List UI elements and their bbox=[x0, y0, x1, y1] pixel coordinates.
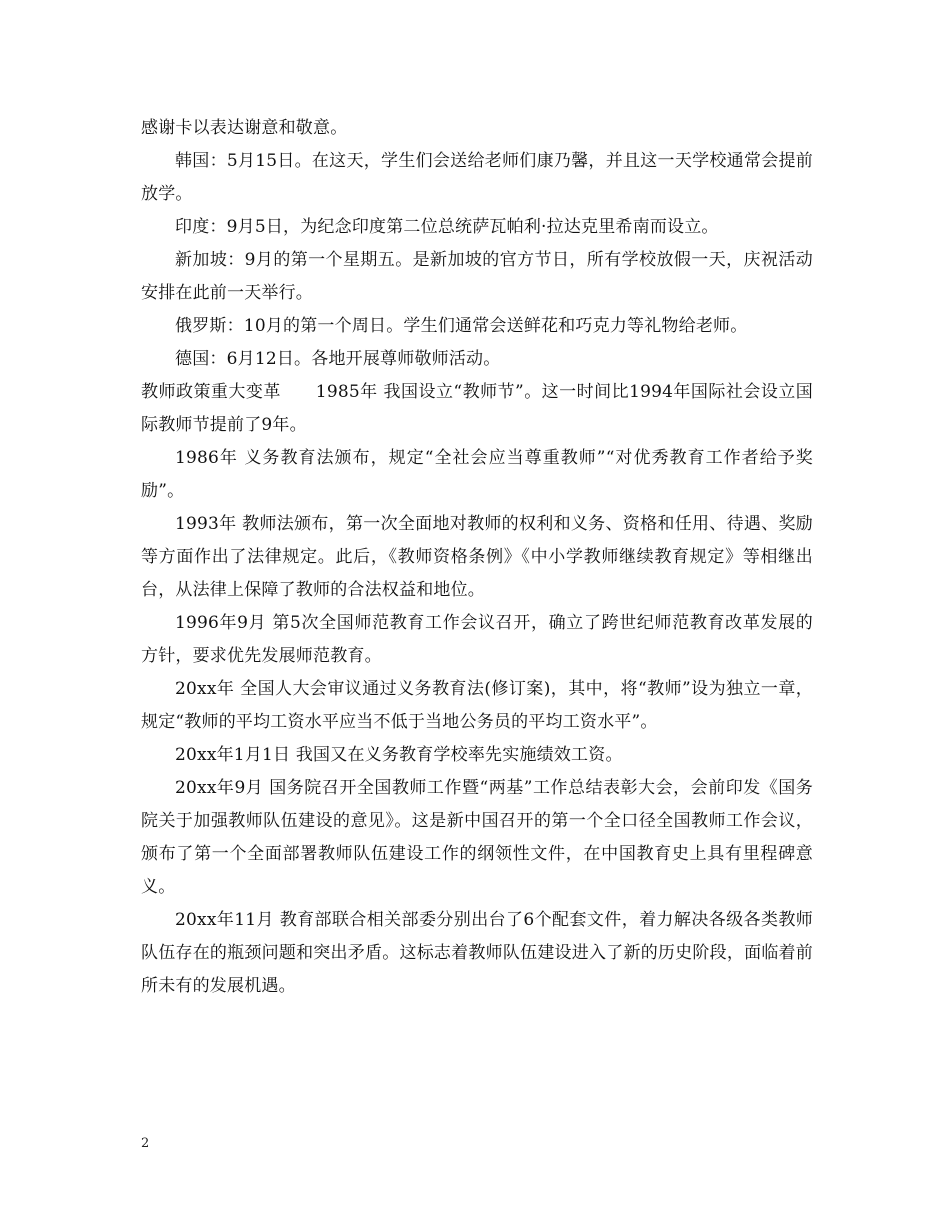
paragraph-13: 20xx年9月 国务院召开全国教师工作暨“两基”工作总结表彰大会，会前印发《国务院关于加强教师队伍建设的意见》。这是新中国召开的第一个全口径全国教师工作会议，颁布了第一个全面部署教师队伍建设工作的纲领性文件，在中国教育史上具有里程碑意义。 bbox=[141, 778, 813, 897]
paragraph-10: 1996年9月 第5次全国师范教育工作会议召开，确立了跨世纪师范教育改革发展的方针，要求优先发展师范教育。 bbox=[141, 613, 813, 666]
paragraph-11: 20xx年 全国人大会审议通过义务教育法(修订案)，其中，将“教师”设为独立一章，规定“教师的平均工资水平应当不低于当地公务员的平均工资水平”。 bbox=[141, 679, 813, 732]
paragraph-3: 印度：9月5日，为纪念印度第二位总统萨瓦帕利·拉达克里希南而设立。 bbox=[175, 217, 719, 237]
paragraph-8: 1986年 义务教育法颁布，规定“全社会应当尊重教师”“对优秀教育工作者给予奖励”。 bbox=[141, 448, 813, 501]
paragraph-7: 教师政策重大变革 1985年 我国设立“教师节”。这一时间比1994年国际社会设立国际教师节提前了9年。 bbox=[141, 382, 813, 435]
paragraph-1: 感谢卡以表达谢意和敬意。 bbox=[141, 118, 348, 138]
paragraph-12: 20xx年1月1日 我国又在义务教育学校率先实施绩效工资。 bbox=[175, 745, 623, 765]
paragraph-6: 德国：6月12日。各地开展尊师敬师活动。 bbox=[175, 349, 501, 369]
paragraph-14: 20xx年11月 教育部联合相关部委分别出台了6个配套文件，着力解决各级各类教师队伍存在的瓶颈问题和突出矛盾。这标志着教师队伍建设进入了新的历史阶段，面临着前所未有的发展机遇。 bbox=[141, 910, 813, 996]
paragraph-2: 韩国：5月15日。在这天，学生们会送给老师们康乃馨，并且这一天学校通常会提前放学。 bbox=[141, 151, 813, 204]
page-number: 2 bbox=[141, 1136, 150, 1151]
paragraph-5: 俄罗斯：10月的第一个周日。学生们通常会送鲜花和巧克力等礼物给老师。 bbox=[175, 316, 748, 336]
document-body bbox=[141, 112, 813, 1003]
paragraph-4: 新加坡：9月的第一个星期五。是新加坡的官方节日，所有学校放假一天，庆祝活动安排在此前一天举行。 bbox=[141, 250, 813, 303]
paragraph-9: 1993年 教师法颁布，第一次全面地对教师的权利和义务、资格和任用、待遇、奖励等方面作出了法律规定。此后，《教师资格条例》《中小学教师继续教育规定》等相继出台，从法律上保障了教师的合法权益和地位。 bbox=[141, 514, 813, 600]
